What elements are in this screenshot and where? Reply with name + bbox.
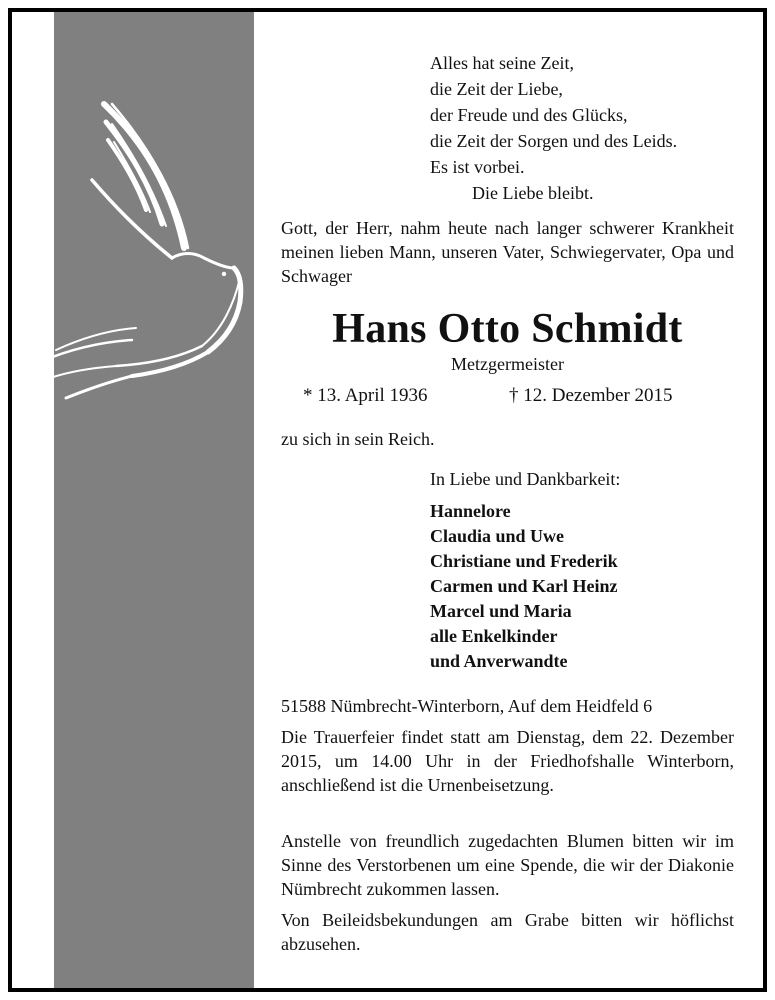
death-date: † 12. Dezember 2015 (509, 385, 673, 406)
family-member: alle Enkelkinder (430, 626, 558, 646)
poem-line: die Zeit der Sorgen und des Leids. (430, 131, 678, 151)
birth-date: * 13. April 1936 (303, 385, 428, 406)
funeral-info: Die Trauerfeier findet statt am Dienstag, dem 22. Dezember 2015, um 14.00 Uhr in der Friedhofshalle Winterborn, anschließend ist die Urnenbeisetzung. (281, 727, 734, 795)
address: 51588 Nümbrecht-Winterborn, Auf dem Heidfeld 6 (281, 696, 653, 716)
poem-line: Alles hat seine Zeit, (430, 53, 574, 73)
family-member: Marcel und Maria (430, 601, 572, 621)
poem-line: der Freude und des Glücks, (430, 105, 628, 125)
condolence-info: Von Beileidsbekundungen am Grabe bitten wir höflichst abzusehen. (281, 910, 734, 954)
deceased-name: Hans Otto Schmidt (332, 306, 683, 352)
poem-line: Die Liebe bleibt. (472, 183, 594, 203)
obituary-notice (8, 8, 767, 992)
poem-line: Es ist vorbei. (430, 157, 525, 177)
closing-text: zu sich in sein Reich. (281, 429, 435, 449)
family-member: und Anverwandte (430, 651, 568, 671)
profession: Metzgermeister (451, 354, 564, 374)
donation-info: Anstelle von freundlich zugedachten Blumen bitten wir im Sinne des Verstorbenen um eine Spende, die wir der Diakonie Nümbrecht zukommen lassen. (281, 831, 734, 899)
family-member: Claudia und Uwe (430, 526, 565, 546)
poem (430, 50, 677, 206)
family-member: Carmen und Karl Heinz (430, 576, 618, 596)
family-member: Christiane und Frederik (430, 551, 618, 571)
poem-line: die Zeit der Liebe, (430, 79, 563, 99)
family-list (430, 499, 618, 674)
family-member: Hannelore (430, 501, 511, 521)
thanks-line: In Liebe und Dankbarkeit: (430, 469, 621, 489)
dove-icon (12, 12, 252, 412)
intro-text: Gott, der Herr, nahm heute nach langer schwerer Krankheit meinen lieben Mann, unseren Vater, Schwiegervater, Opa und Schwager (281, 218, 734, 286)
